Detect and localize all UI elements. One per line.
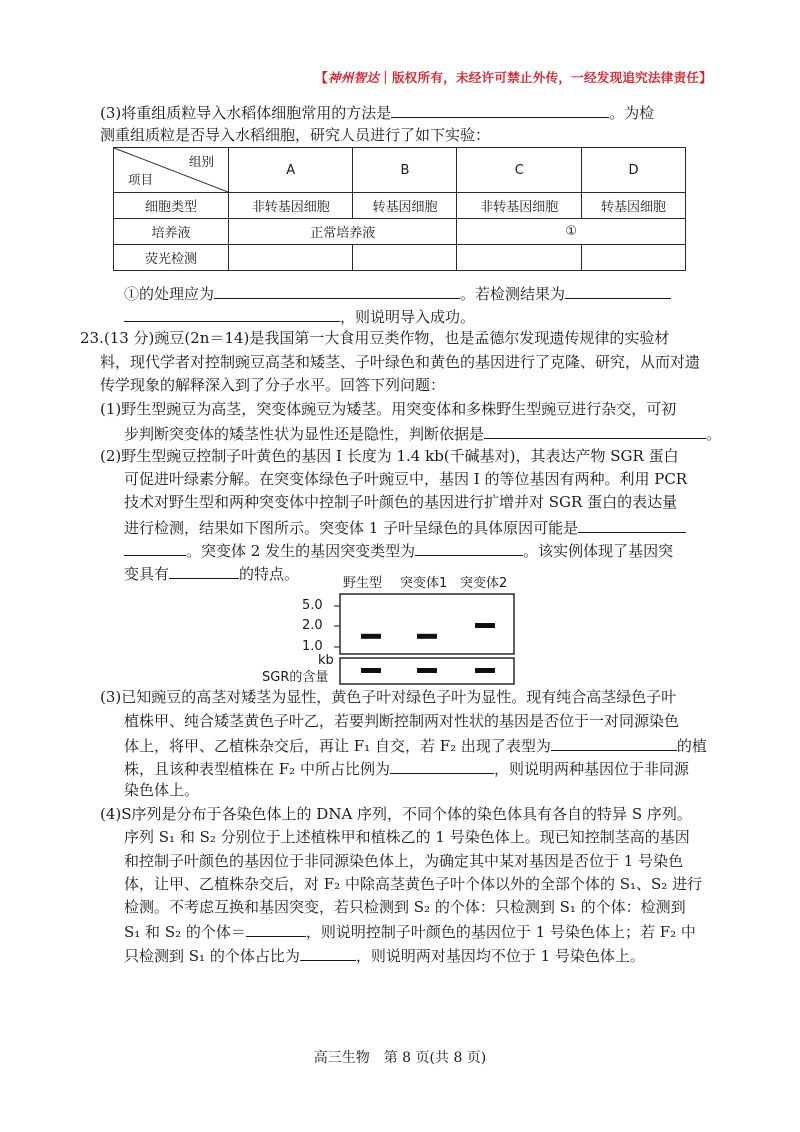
table-row (114, 193, 686, 219)
q23-p4f-end: ，则说明控制子叶颜色的基因位于 1 号染色体上；若 F₂ 中 (305, 923, 696, 941)
answer-blank[interactable] (390, 757, 494, 774)
q23-p1-line1: (1)野生型豌豆为高茎，突变体豌豆为矮茎。用突变体和多株野生型豌豆进行杂交，可初 (100, 400, 677, 418)
gel-tick-label: 1.0 (302, 639, 323, 654)
answer-blank[interactable] (565, 282, 671, 299)
q23-p3d-text: 株，且该种表型植株在 F₂ 中所占比例为 (124, 760, 390, 778)
row-label: 培养液 (114, 219, 229, 245)
q23-p4-line4: 体，让甲、乙植株杂交后，对 F₂ 中除高茎黄色子叶个体以外的全部个体的 S₁、S₂ 进行 (124, 875, 703, 893)
q23-p2f-end: 的特点。 (239, 565, 300, 583)
q23-p2d-text: 进行检测，结果如下图所示。突变体 1 子叶呈绿色的具体原因可能是 (124, 519, 579, 537)
answer-blank[interactable] (214, 282, 460, 299)
q23-p3d-end: ，则说明两种基因位于非同源 (493, 760, 689, 778)
q23-p1b-text: 步判断突变体的矮茎性状为显性还是隐性，判断依据是 (124, 425, 485, 443)
answer-blank[interactable] (391, 101, 609, 118)
gel-tick-label: 2.0 (302, 618, 323, 633)
sgr-band (417, 668, 437, 673)
gel-band (417, 634, 437, 639)
q23-p2e-end: 。该实例体现了基因突 (523, 542, 674, 560)
answer-blank[interactable] (484, 422, 706, 439)
q23-intro-1: 23.(13 分)豌豆(2n＝14)是我国第一大食用豆类作物，也是孟德尔发现遗传规律的实验材 (80, 329, 670, 347)
q23-intro-2: 料，现代学者对控制豌豆高茎和矮茎、子叶绿色和黄色的基因进行了克隆、研究，从而对遗 (100, 353, 701, 371)
q23-p1-line2 (124, 422, 721, 444)
q23-p4-line3: 和控制子叶颜色的基因位于非同源染色体上，为确定其中某对基因是否位于 1 号染色 (124, 852, 684, 870)
q23-p3-line4 (124, 757, 689, 779)
gel-unit-label: kb (318, 653, 334, 668)
empty-cell[interactable] (457, 245, 581, 271)
sgr-band (475, 668, 495, 673)
q23-p2-line2: 可促进叶绿素分解。在突变体绿色子叶豌豆中，基因 I 的等位基因有两种。利用 PCR (124, 470, 688, 488)
q3-after1-text: ①的处理应为 (124, 285, 215, 303)
q23-p2-line4 (124, 516, 686, 538)
brand-logo-text: 神州智达 (327, 70, 380, 85)
q23-p2-line6 (124, 562, 299, 584)
answer-blank[interactable] (578, 516, 686, 533)
experiment-table (113, 147, 686, 271)
table-row (114, 219, 686, 245)
gel-band (361, 634, 381, 639)
q3-after2 (124, 305, 475, 327)
q23-p3-line2: 植株甲、纯合矮茎黄色子叶乙，若要判断控制两对性状的基因是否位于一对同源染色 (124, 712, 680, 730)
gel-lane-label: 突变体1 (400, 576, 448, 591)
table-cell-merged: ① (457, 219, 686, 245)
gel-lane-label: 突变体2 (460, 576, 508, 591)
table-cell: 非转基因细胞 (229, 193, 353, 219)
copyright-banner: 【神州智达｜版权所有，未经许可禁止外传，一经发现追究法律责任】 (315, 70, 712, 85)
q23-p3-line1: (3)已知豌豆的高茎对矮茎为显性，黄色子叶对绿色子叶为显性。现有纯合高茎绿色子叶 (100, 688, 677, 706)
table-cell: 转基因细胞 (353, 193, 457, 219)
q3-after2-end: ，则说明导入成功。 (340, 308, 476, 326)
answer-blank[interactable] (124, 305, 340, 322)
q3-line2: 测重组质粒是否导入水稻细胞，研究人员进行了如下实验： (100, 126, 491, 144)
table-corner-cell (114, 148, 229, 193)
table-cell: 转基因细胞 (581, 193, 685, 219)
answer-blank[interactable] (169, 562, 239, 579)
group-header-a: A (229, 148, 353, 193)
sgr-band (361, 668, 381, 673)
q23-p4g-text: 只检测到 S₁ 的个体占比为 (124, 947, 300, 965)
q23-p2-line5 (124, 539, 673, 561)
answer-blank[interactable] (124, 539, 186, 556)
q23-p2-line3: 技术对野生型和两种突变体中控制子叶颜色的基因进行扩增并对 SGR 蛋白的表达量 (124, 493, 678, 511)
q3-line1-end: 。为检 (609, 104, 655, 122)
q23-p4g-end: ，则说明两对基因均不位于 1 号染色体上。 (355, 947, 645, 965)
gel-lane-label: 野生型 (343, 576, 383, 591)
gel-figure (320, 590, 520, 690)
q23-p2f-text: 变具有 (124, 565, 170, 583)
q23-p3c-end: 的植 (676, 737, 707, 755)
q23-p2-line1: (2)野生型豌豆控制子叶黄色的基因 I 长度为 1.4 kb(千碱基对)，其表达产物 SGR 蛋白 (100, 447, 679, 465)
table-cell-merged: 正常培养液 (229, 219, 457, 245)
answer-blank[interactable] (415, 539, 523, 556)
corner-header-group: 组别 (188, 154, 214, 169)
corner-header-item: 项目 (128, 172, 154, 187)
sgr-label: SGR的含量 (262, 670, 329, 685)
group-header-c: C (457, 148, 581, 193)
q23-p2e-text: 。突变体 2 发生的基因突变类型为 (186, 542, 416, 560)
q23-p4f-text: S₁ 和 S₂ 的个体＝ (124, 923, 246, 941)
q23-p4-line1: (4)S序列是分布于各染色体上的 DNA 序列，不同个体的染色体具有各自的特异 S 序列。 (100, 805, 692, 823)
empty-cell[interactable] (353, 245, 457, 271)
q23-p1b-end: 。 (706, 425, 722, 443)
q3-after1-mid: 。若检测结果为 (460, 285, 566, 303)
gel-tick-label: 5.0 (302, 598, 323, 613)
gel-band (475, 623, 495, 628)
q3-line1-text: (3)将重组质粒导入水稻体细胞常用的方法是 (100, 104, 392, 122)
table-row (114, 245, 686, 271)
page-footer: 高三生物 第 8 页(共 8 页) (313, 1050, 487, 1066)
answer-blank[interactable] (551, 734, 677, 751)
q23-p3-line3 (124, 734, 707, 756)
empty-cell[interactable] (581, 245, 685, 271)
q3-after1 (124, 282, 671, 304)
table-cell: 非转基因细胞 (457, 193, 581, 219)
q23-p4-line7 (124, 944, 645, 966)
q23-p3c-text: 体上，将甲、乙植株杂交后，再让 F₁ 自交，若 F₂ 出现了表型为 (124, 737, 551, 755)
q3-line1 (100, 101, 654, 123)
group-header-d: D (581, 148, 685, 193)
q23-p4-line6 (124, 920, 696, 942)
q23-p4-line2: 序列 S₁ 和 S₂ 分别位于上述植株甲和植株乙的 1 号染色体上。现已知控制茎高的基因 (124, 828, 690, 846)
group-header-b: B (353, 148, 457, 193)
q23-p3-line5: 染色体上。 (124, 781, 200, 799)
q23-intro-3: 传学现象的解释深入到了分子水平。回答下列问题： (100, 376, 446, 394)
q23-p4-line5: 检测。不考虑互换和基因突变，若只检测到 S₂ 的个体：只检测到 S₁ 的个体：检测到 (124, 898, 686, 916)
copyright-text: 版权所有，未经许可禁止外传，一经发现追究法律责任 (391, 70, 700, 85)
empty-cell[interactable] (229, 245, 353, 271)
answer-blank[interactable] (300, 944, 356, 961)
row-label: 细胞类型 (114, 193, 229, 219)
row-label: 荧光检测 (114, 245, 229, 271)
answer-blank[interactable] (246, 920, 306, 937)
